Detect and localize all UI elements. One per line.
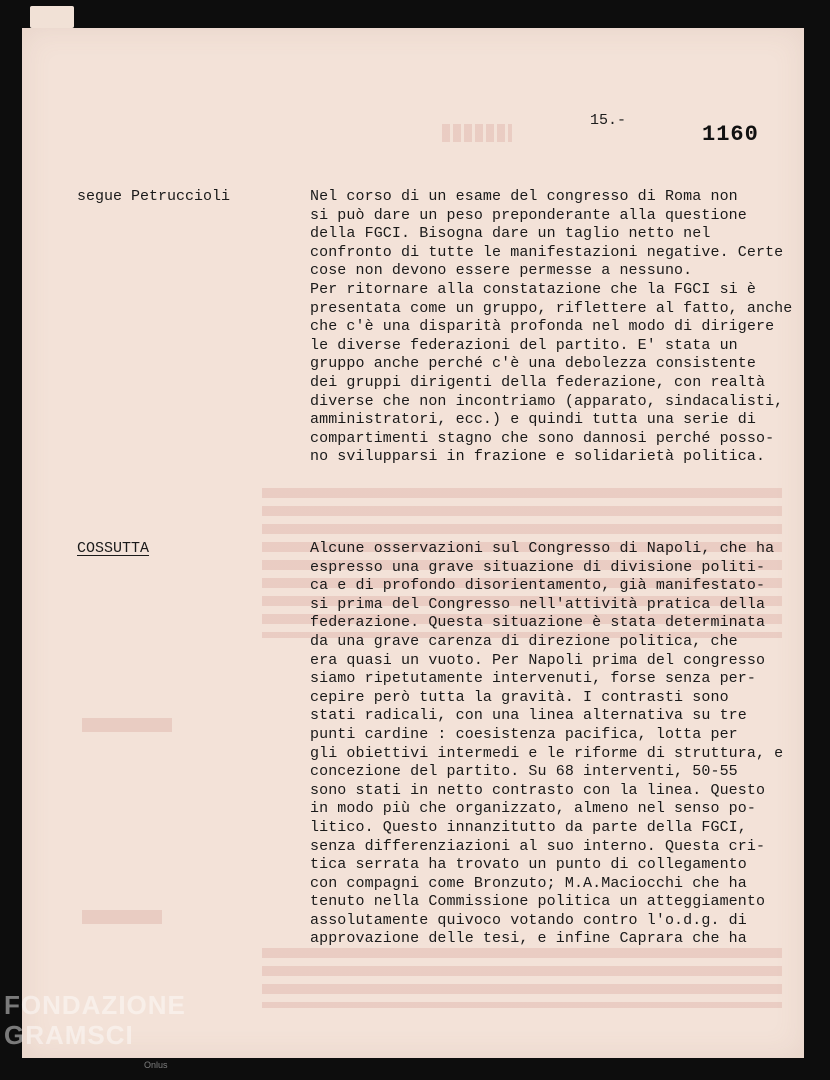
watermark-sub: Onlus bbox=[144, 1060, 168, 1070]
watermark-line: GRAMSCI bbox=[4, 1020, 134, 1050]
watermark-line: FONDAZIONE bbox=[4, 990, 186, 1020]
document-page bbox=[22, 28, 804, 1058]
speaker-label: segue Petruccioli bbox=[77, 188, 231, 205]
fondazione-gramsci-watermark bbox=[4, 990, 186, 1080]
speaker-label: COSSUTTA bbox=[77, 540, 150, 557]
speech-paragraph: Alcune osservazioni sul Congresso di Napoli, che ha espresso una grave situazione di divisione politi- ca e di profondo disorientamento, già manifestato- si prima del Congresso nell'attività pratica della federazione. Questa situazione è stata determinata da una grave carenza di direzione politica, che era quasi un vuoto. Per Napoli prima del congresso siamo ripetutamente intervenuti, forse senza per- cepire però tutta la gravità. I contrasti sono stati radicali, con una linea alternativa su tre punti cardine : coesistenza pacifica, lotta per gli obiettivi intermedi e le riforme di struttura, e concezione del partito. Su 68 interventi, 50-55 sono stati in netto contrasto con la linea. Questo in modo più che organizzato, almeno nel senso po- litico. Questo innanzitutto da parte della FGCI, senza differenziazioni al suo interno. Questa cri- tica serrata ha trovato un punto di collegamento con compagni come Bronzuto; M.A.Maciocchi che ha tenuto nella Commissione politica un atteggiamento assolutamente quivoco votando contro l'o.d.g. di approvazione delle tesi, e infine Caprara che ha bbox=[310, 540, 784, 948]
bleed-through-texture bbox=[82, 718, 172, 732]
bleed-through-texture bbox=[82, 910, 162, 924]
document-number: 1160 bbox=[702, 122, 759, 147]
folder-tab bbox=[30, 6, 74, 28]
bleed-through-texture bbox=[442, 124, 512, 142]
bleed-through-texture bbox=[262, 948, 782, 1008]
speech-paragraph: Nel corso di un esame del congresso di Roma non si può dare un peso preponderante alla questione della FGCI. Bisogna dare un taglio netto nel confronto di tutte le manifestazioni negative. Certe cose non devono essere permesse a nessuno. Per ritornare alla constatazione che la FGCI si è presentata come un gruppo, riflettere al fatto, anche che c'è una disparità profonda nel modo di dirigere le diverse federazioni del partito. E' stata un gruppo anche perché c'è una debolezza consistente dei gruppi dirigenti della federazione, con realtà diverse che non incontriamo (apparato, sindacalisti, amministratori, ecc.) e quindi tutta una serie di compartimenti stagno che sono dannosi perché posso- no svilupparsi in frazione e solidarietà politica. bbox=[310, 188, 793, 466]
page-number: 15.- bbox=[590, 112, 627, 129]
